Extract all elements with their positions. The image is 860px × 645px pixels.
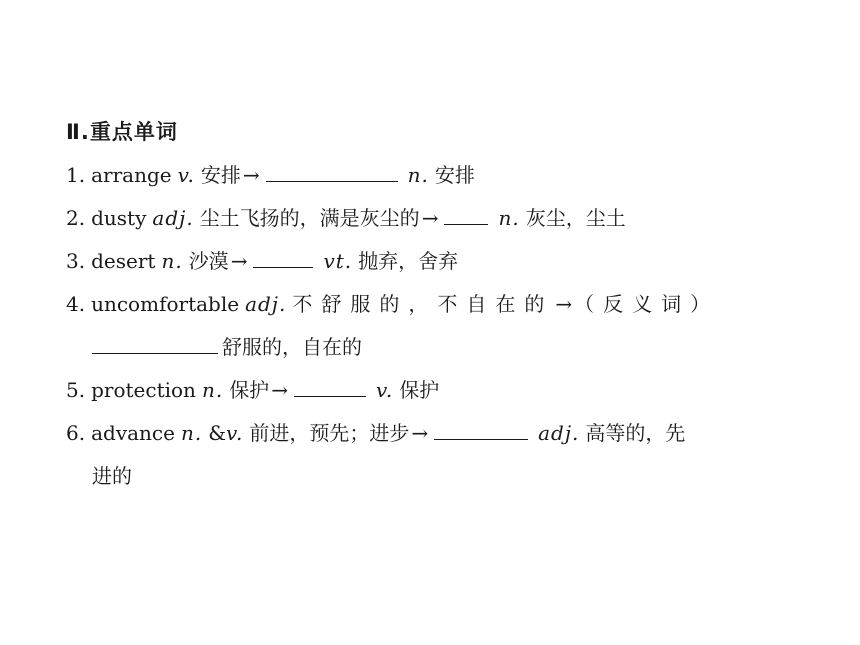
item-word: uncomfortable [91,292,240,316]
vocab-item-4 [66,289,719,319]
answer-blank[interactable] [444,204,488,225]
item-meaning: 前进，预先；进步 [249,421,410,445]
item-word: arrange [91,163,172,187]
vocab-item-2 [66,203,626,233]
answer-blank[interactable] [294,376,366,397]
item-meaning: 沙漠 [188,249,229,273]
item-connector: & [208,421,227,445]
item-number: 4. [66,292,86,316]
answer-meaning: 灰尘，尘土 [525,206,626,230]
item-word: desert [91,249,156,273]
answer-meaning: 抛弃，舍弃 [358,249,459,273]
item-pos: n. [201,378,224,402]
answer-pos: n. [498,206,520,230]
answer-meaning: 安排 [434,163,475,187]
vocab-item-6-cont [92,461,132,491]
arrow-icon: → [421,206,439,230]
item-number: 3. [66,249,86,273]
answer-blank[interactable] [92,333,218,354]
answer-pos: v. [375,378,394,402]
item-pos: adj. [152,206,194,230]
answer-blank[interactable] [266,161,398,182]
answer-meaning-cont: 进的 [92,464,132,488]
answer-meaning: 保护 [399,378,440,402]
vocab-item-5 [66,375,439,405]
item-pos: v. [177,163,195,187]
arrow-icon: → [242,163,260,187]
item-pos: n. [180,421,203,445]
arrow-icon: → [411,421,429,445]
answer-pos: adj. [538,421,580,445]
answer-meaning: 舒服的，自在的 [222,335,362,359]
item-note: （反义词） [574,292,720,316]
item-word: advance [91,421,175,445]
answer-pos: vt. [323,249,353,273]
item-meaning: 保护 [229,378,270,402]
section-heading [66,116,178,146]
answer-meaning: 高等的，先 [585,421,686,445]
item-meaning: 不舒服的，不自在的 [292,292,554,316]
vocab-item-4-cont [92,332,362,362]
arrow-icon: → [555,292,573,316]
item-number: 2. [66,206,86,230]
item-pos: n. [161,249,183,273]
item-number: 5. [66,378,86,402]
answer-blank[interactable] [434,419,528,440]
item-pos: adj. [245,292,287,316]
item-word: protection [91,378,196,402]
vocab-item-3 [66,246,458,276]
item-meaning: 安排 [200,163,241,187]
item-number: 1. [66,163,86,187]
vocab-item-6 [66,418,685,448]
answer-blank[interactable] [253,247,313,268]
answer-pos: n. [407,163,429,187]
item-number: 6. [66,421,86,445]
item-meaning: 尘土飞扬的，满是灰尘的 [199,206,420,230]
item-pos-2: v. [226,421,244,445]
item-word: dusty [91,206,147,230]
arrow-icon: → [230,249,248,273]
vocab-item-1 [66,160,475,190]
section-numeral: Ⅱ [66,120,81,144]
section-title: .重点单词 [80,120,178,144]
arrow-icon: → [271,378,288,402]
